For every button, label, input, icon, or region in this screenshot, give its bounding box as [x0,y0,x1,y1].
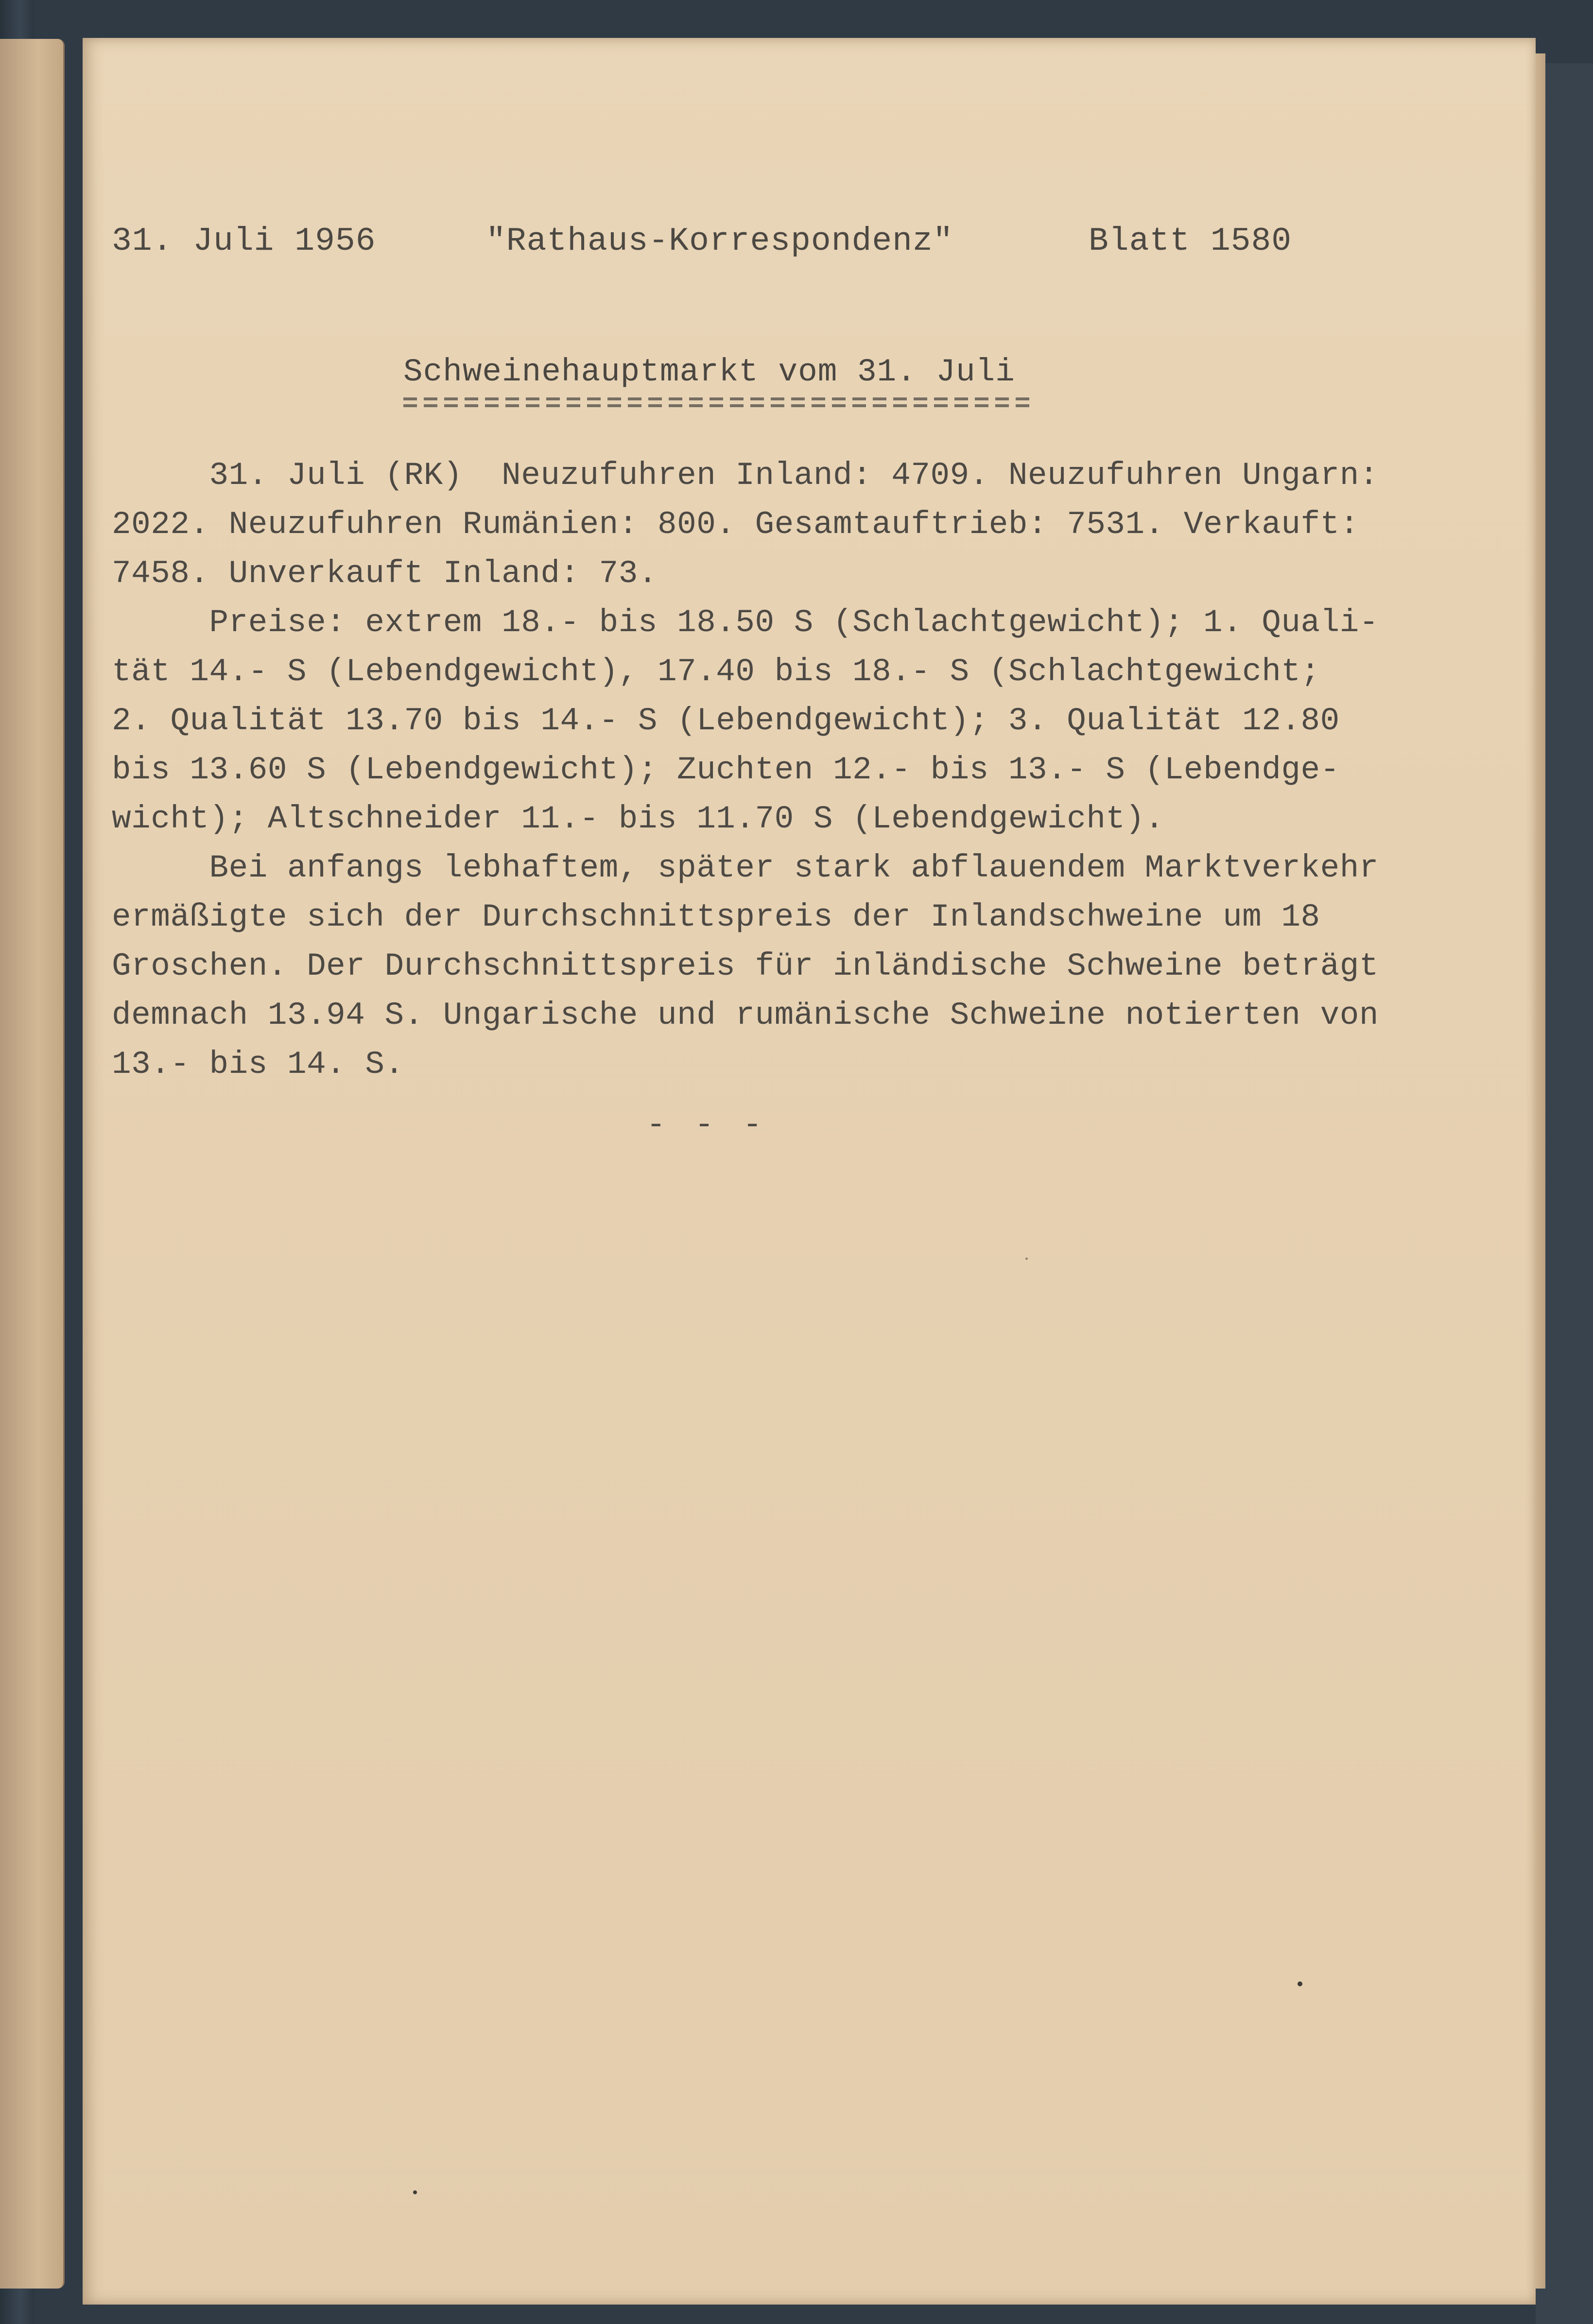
header-sheet-number: Blatt 1580 [1089,223,1292,260]
body-line: wicht); Altschneider 11.- bis 11.70 S (Lebendgewicht). [112,801,1164,837]
body-line: 2. Qualität 13.70 bis 14.- S (Lebendgewicht); 3. Qualität 12.80 [112,703,1340,739]
body-line: tät 14.- S (Lebendgewicht), 17.40 bis 18.- S (Schlachtgewicht; [112,654,1320,690]
body-line: demnach 13.94 S. Ungarische und rumänische Schweine notierten von [112,997,1379,1033]
page-header [83,223,1536,271]
body-line: Bei anfangs lebhaftem, später stark abflauendem Marktverkehr [112,850,1379,886]
title-double-underline [403,397,1030,408]
body-line: bis 13.60 S (Lebendgewicht); Zuchten 12.- bis 13.- S (Lebendge- [112,752,1340,788]
body-line: 2022. Neuzufuhren Rumänien: 800. Gesamtauftrieb: 7531. Verkauft: [112,506,1359,543]
header-publication: "Rathaus-Korrespondenz" [486,223,953,260]
body-line: 7458. Unverkauft Inland: 73. [112,555,658,592]
previous-page-edge [0,39,65,2289]
body-line: Preise: extrem 18.- bis 18.50 S (Schlachtgewicht); 1. Quali- [112,604,1379,641]
paper-speck [1298,1981,1302,1986]
body-line: ermäßigte sich der Durchschnittspreis der Inlandschweine um 18 [112,899,1320,935]
body-line: 13.- bis 14. S. [112,1046,404,1083]
body-line: 31. Juli (RK) Neuzufuhren Inland: 4709. Neuzufuhren Ungarn: [112,457,1379,494]
document-page [83,38,1536,2305]
header-date: 31. Juli 1956 [112,223,376,260]
end-marker: - - - [646,1107,767,1143]
paper-speck [413,2190,417,2194]
paper-speck [1025,1257,1028,1260]
body-line: Groschen. Der Durchschnittspreis für inländische Schweine beträgt [112,948,1379,984]
document-body [112,451,1492,1089]
document-title: Schweinehauptmarkt vom 31. Juli [403,354,1015,390]
